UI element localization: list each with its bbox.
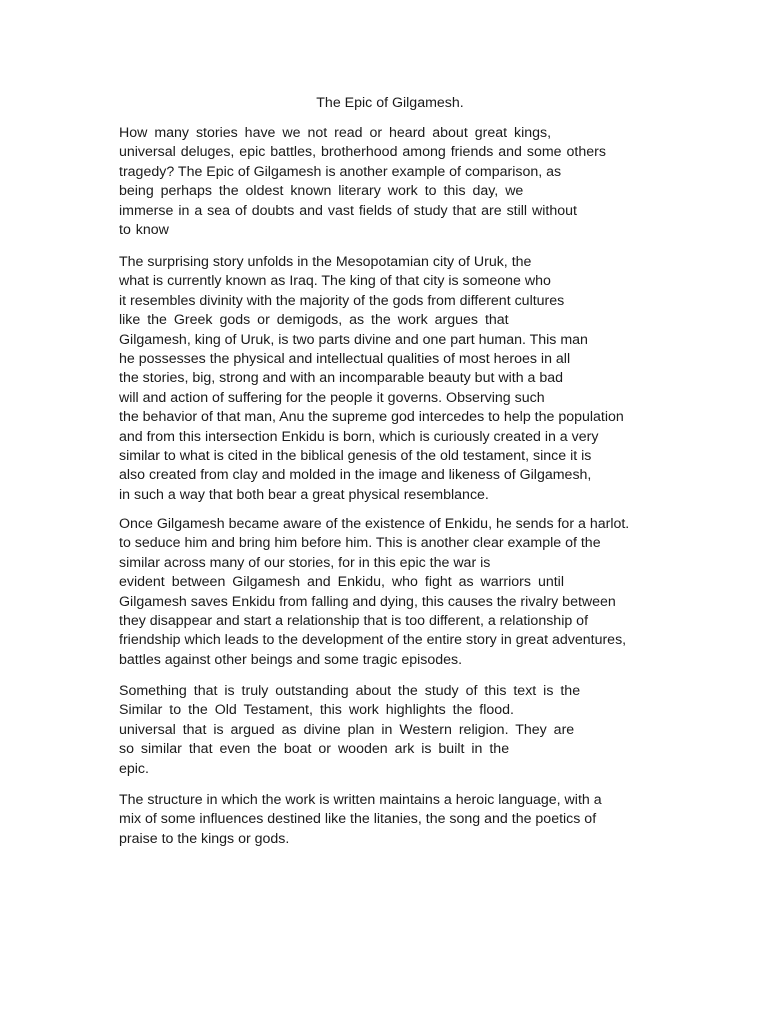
paragraph-line: battles against other beings and some tragic episodes. [119, 651, 463, 668]
paragraph-line: Something that is truly outstanding about the study of this text is the [119, 683, 581, 699]
paragraph-line: and from this intersection Enkidu is born, which is curiously created in a very [119, 428, 599, 445]
paragraph-line: universal deluges, epic battles, brotherhood among friends and some others [119, 144, 606, 161]
paragraph-introduction [119, 124, 606, 240]
paragraph-line: what is currently known as Iraq. The king of that city is someone who [119, 273, 551, 290]
paragraph-line: in such a way that both bear a great physical resemblance. [119, 486, 489, 503]
paragraph-line: mix of some influences destined like the litanies, the song and the poetics of [119, 811, 597, 828]
document-title: The Epic of Gilgamesh. [316, 95, 464, 111]
paragraph-line: it resembles divinity with the majority of the gods from different cultures [119, 292, 565, 309]
paragraph-line: Once Gilgamesh became aware of the existence of Enkidu, he sends for a harlot. [119, 516, 630, 532]
paragraph-flood [119, 682, 580, 779]
paragraph-line: The surprising story unfolds in the Mesopotamian city of Uruk, the [119, 254, 532, 270]
paragraph-line: Similar to the Old Testament, this work highlights the flood. [119, 702, 515, 719]
paragraph-line: the behavior of that man, Anu the supreme god intercedes to help the population [119, 409, 624, 426]
paragraph-line: friendship which leads to the development of the entire story in great adventures, [119, 632, 627, 649]
paragraph-line: Gilgamesh, king of Uruk, is two parts divine and one part human. This man [119, 331, 588, 348]
paragraph-line: he possesses the physical and intellectual qualities of most heroes in all [119, 350, 571, 367]
paragraph-line: tragedy? The Epic of Gilgamesh is another example of comparison, as [119, 163, 562, 180]
paragraph-line: Gilgamesh saves Enkidu from falling and dying, this causes the rivalry between [119, 593, 616, 610]
paragraph-structure [119, 791, 602, 849]
paragraph-line: like the Greek gods or demigods, as the work argues that [119, 312, 509, 329]
paragraph-line: so similar that even the boat or wooden ark is built in the [119, 741, 510, 758]
paragraph-line: will and action of suffering for the people it governs. Observing such [119, 389, 545, 406]
paragraph-story [119, 253, 624, 505]
paragraph-line: How many stories have we not read or heard about great kings, [119, 125, 552, 141]
paragraph-line: universal that is argued as divine plan in Western religion. They are [119, 721, 575, 738]
paragraph-line: epic. [119, 760, 149, 777]
paragraph-line: to know [119, 221, 169, 238]
paragraph-line: also created from clay and molded in the image and likeness of Gilgamesh, [119, 467, 592, 484]
paragraph-line: they disappear and start a relationship that is too different, a relationship of [119, 612, 589, 629]
paragraph-line: being perhaps the oldest known literary work to this day, we [119, 183, 524, 200]
paragraph-line: The structure in which the work is written maintains a heroic language, with a [119, 792, 602, 808]
paragraph-line: to seduce him and bring him before him. This is another clear example of the [119, 535, 601, 552]
paragraph-enkidu [119, 515, 629, 670]
paragraph-line: similar across many of our stories, for in this epic the war is [119, 554, 491, 571]
paragraph-line: similar to what is cited in the biblical genesis of the old testament, since it is [119, 447, 592, 464]
paragraph-line: immerse in a sea of doubts and vast fields of study that are still without [119, 202, 577, 219]
paragraph-line: praise to the kings or gods. [119, 830, 290, 847]
paragraph-line: the stories, big, strong and with an incomparable beauty but with a bad [119, 370, 564, 387]
paragraph-line: evident between Gilgamesh and Enkidu, who fight as warriors until [119, 574, 564, 591]
